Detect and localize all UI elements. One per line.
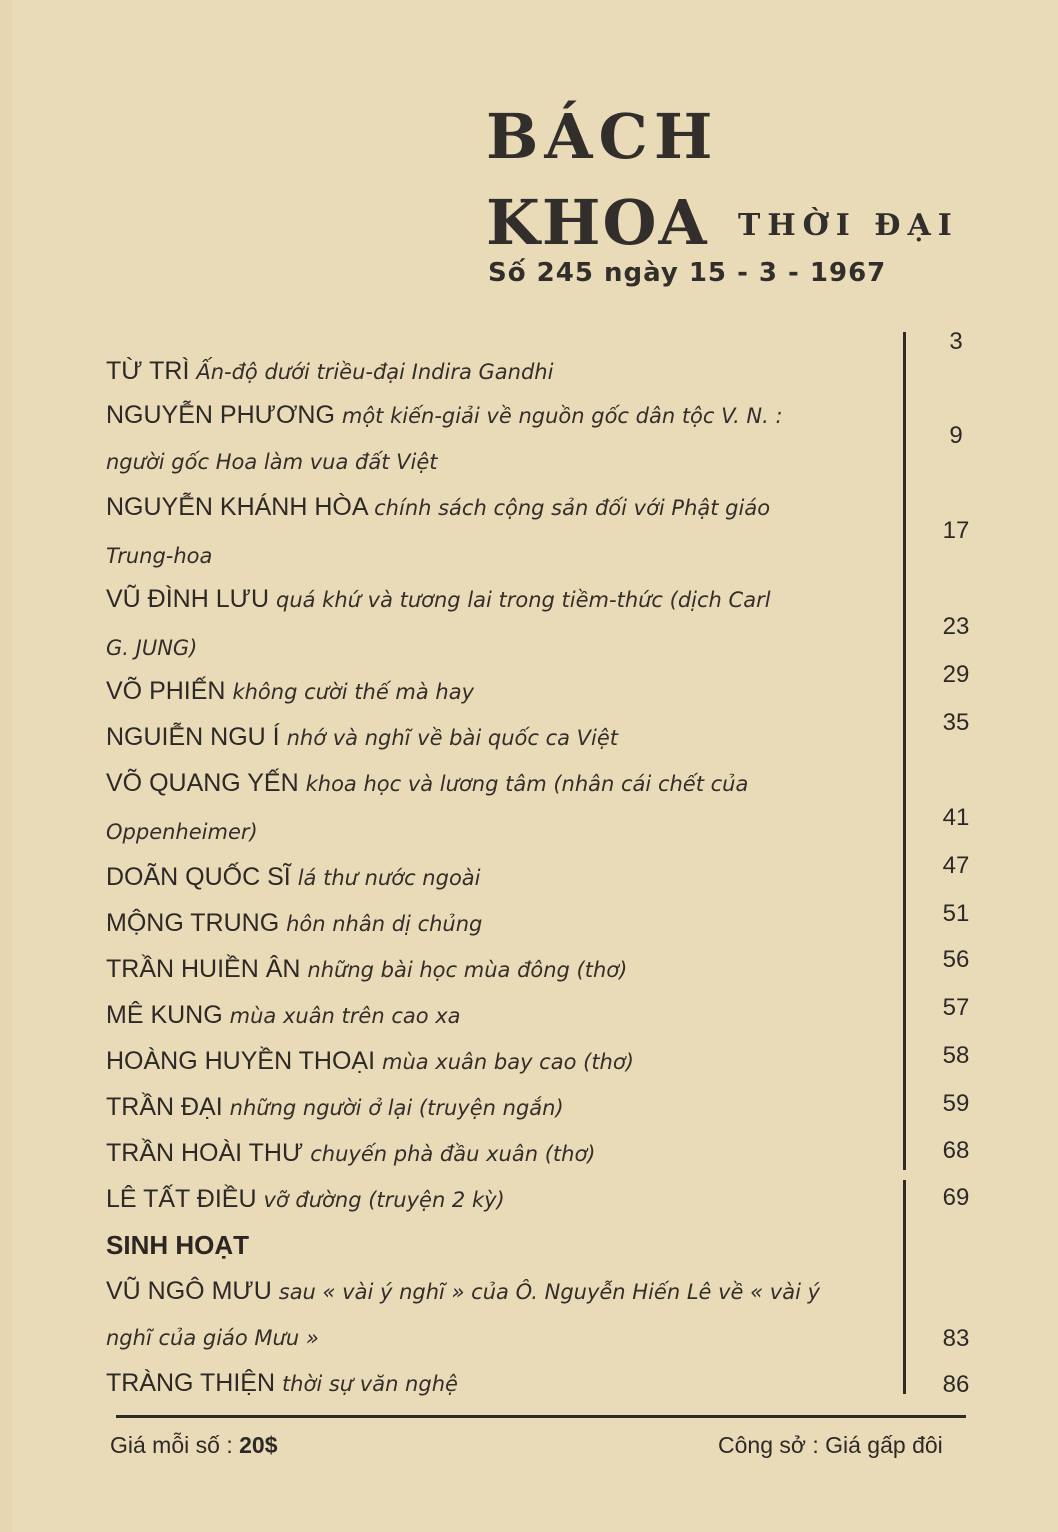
toc-title: Ấn-độ dưới triều-đại Indira Gandhi bbox=[196, 360, 554, 384]
toc-title: vỡ đường (truyện 2 kỳ) bbox=[263, 1188, 505, 1212]
toc-title: lá thư nước ngoài bbox=[297, 866, 481, 890]
toc-entry bbox=[106, 1000, 906, 1031]
toc-entry-continuation bbox=[106, 816, 906, 847]
toc-entry bbox=[106, 1046, 906, 1077]
toc-page-number: 9 bbox=[949, 422, 963, 449]
toc-title-continued: nghĩ của giáo Mưu » bbox=[106, 1326, 319, 1350]
toc-entry-continuation bbox=[106, 632, 906, 663]
toc-title-continued: G. JUNG) bbox=[106, 636, 198, 660]
toc-author: VÕ PHIẾN bbox=[106, 677, 226, 705]
toc-author: TỪ TRÌ bbox=[106, 357, 190, 385]
toc-entry bbox=[106, 492, 906, 523]
toc-title: những bài học mùa đông (thơ) bbox=[307, 958, 628, 982]
title-line-2: KHOA bbox=[486, 186, 709, 259]
title-line-1: BÁCH bbox=[486, 100, 719, 173]
price-value: 20$ bbox=[239, 1432, 278, 1458]
toc-entry bbox=[106, 1184, 906, 1215]
toc-title: không cười thế mà hay bbox=[232, 680, 475, 704]
toc-author: NGUYỄN KHÁNH HÒA bbox=[106, 493, 368, 521]
toc-entry bbox=[106, 356, 906, 387]
toc-page-number: 68 bbox=[942, 1137, 970, 1164]
toc-entry bbox=[106, 722, 906, 753]
toc-entry-continuation bbox=[106, 446, 906, 477]
footer-rule bbox=[116, 1415, 966, 1418]
toc-title: mùa xuân bay cao (thơ) bbox=[381, 1050, 634, 1074]
toc-title: chuyến phà đầu xuân (thơ) bbox=[310, 1142, 596, 1166]
toc-page-number: 47 bbox=[942, 852, 970, 879]
toc-page-number: 29 bbox=[942, 661, 970, 688]
toc-title: chính sách cộng sản đối với Phật giáo bbox=[374, 496, 771, 520]
toc-author: TRẦN HUIỀN ÂN bbox=[106, 955, 301, 983]
toc-title-continued: Oppenheimer) bbox=[106, 820, 258, 844]
toc-title: quá khứ và tương lai trong tiềm-thức (dịch Carl bbox=[276, 588, 771, 612]
toc-page-number: 41 bbox=[942, 804, 970, 831]
toc-entry bbox=[106, 908, 906, 939]
issue-line: Số 245 ngày 15 - 3 - 1967 bbox=[488, 258, 887, 288]
toc-page-number: 23 bbox=[942, 613, 970, 640]
toc-author: TRẦN ĐẠI bbox=[106, 1093, 223, 1121]
toc-page-number: 58 bbox=[942, 1042, 970, 1069]
toc-entry bbox=[106, 954, 906, 985]
toc-title: những người ở lại (truyện ngắn) bbox=[229, 1096, 564, 1120]
toc-title: mùa xuân trên cao xa bbox=[229, 1004, 461, 1028]
toc-page-number: 17 bbox=[942, 517, 970, 544]
toc-title-continued: Trung-hoa bbox=[106, 544, 213, 568]
toc-page-number: 86 bbox=[942, 1371, 970, 1398]
toc-page-number: 57 bbox=[942, 994, 970, 1021]
toc-author: MỘNG TRUNG bbox=[106, 909, 280, 937]
footer-agency-price: Công sở : Giá gấp đôi bbox=[718, 1432, 943, 1458]
toc-page-number: 69 bbox=[942, 1184, 970, 1211]
toc-title: nhớ và nghĩ về bài quốc ca Việt bbox=[286, 726, 619, 750]
subtitle: THỜI ĐẠI bbox=[738, 208, 959, 243]
toc-entry bbox=[106, 400, 906, 431]
toc-author: TRÀNG THIỆN bbox=[106, 1369, 275, 1397]
toc-author: DOÃN QUỐC SĨ bbox=[106, 863, 291, 891]
toc-author: HOÀNG HUYỀN THOẠI bbox=[106, 1047, 376, 1075]
toc-page-number: 59 bbox=[942, 1090, 970, 1117]
section-heading: SINH HOẠT bbox=[106, 1230, 249, 1260]
toc-title: một kiến-giải về nguồn gốc dân tộc V. N. : bbox=[341, 404, 783, 428]
toc-title: thời sự văn nghệ bbox=[281, 1372, 458, 1396]
footer-price bbox=[110, 1432, 277, 1459]
toc-author: MÊ KUNG bbox=[106, 1001, 223, 1029]
toc-author: NGUYỄN PHƯƠNG bbox=[106, 401, 335, 429]
toc-entry bbox=[106, 1092, 906, 1123]
toc-page-number: 3 bbox=[949, 328, 963, 355]
toc-author: VŨ NGÔ MƯU bbox=[106, 1277, 272, 1305]
toc-title: sau « vài ý nghĩ » của Ô. Nguyễn Hiến Lê về « vài ý bbox=[278, 1280, 821, 1304]
toc-title: khoa học và lương tâm (nhân cái chết của bbox=[305, 772, 749, 796]
toc-author: VŨ ĐÌNH LƯU bbox=[106, 585, 270, 613]
toc-page-number: 56 bbox=[942, 946, 970, 973]
toc-entry bbox=[106, 584, 906, 615]
toc-entry-continuation bbox=[106, 540, 906, 571]
toc-author: NGUIỄN NGU Í bbox=[106, 723, 280, 751]
toc-entry bbox=[106, 862, 906, 893]
toc-title: hôn nhân dị chủng bbox=[286, 912, 483, 936]
toc-entry bbox=[106, 1368, 906, 1399]
toc-entry bbox=[106, 676, 906, 707]
toc-entry-continuation bbox=[106, 1322, 906, 1353]
toc-entry bbox=[106, 1138, 906, 1169]
toc-author: VÕ QUANG YẾN bbox=[106, 769, 299, 797]
toc-page-number: 35 bbox=[942, 709, 970, 736]
price-label: Giá mỗi số : bbox=[110, 1432, 233, 1458]
toc-author: TRẦN HOÀI THƯ bbox=[106, 1139, 304, 1167]
toc-title-continued: người gốc Hoa làm vua đất Việt bbox=[106, 450, 438, 474]
toc-entry bbox=[106, 768, 906, 799]
toc-entry bbox=[106, 1276, 906, 1307]
toc-author: LÊ TẤT ĐIỀU bbox=[106, 1185, 257, 1213]
toc-page-number: 83 bbox=[942, 1325, 970, 1352]
toc-page-number: 51 bbox=[942, 900, 970, 927]
